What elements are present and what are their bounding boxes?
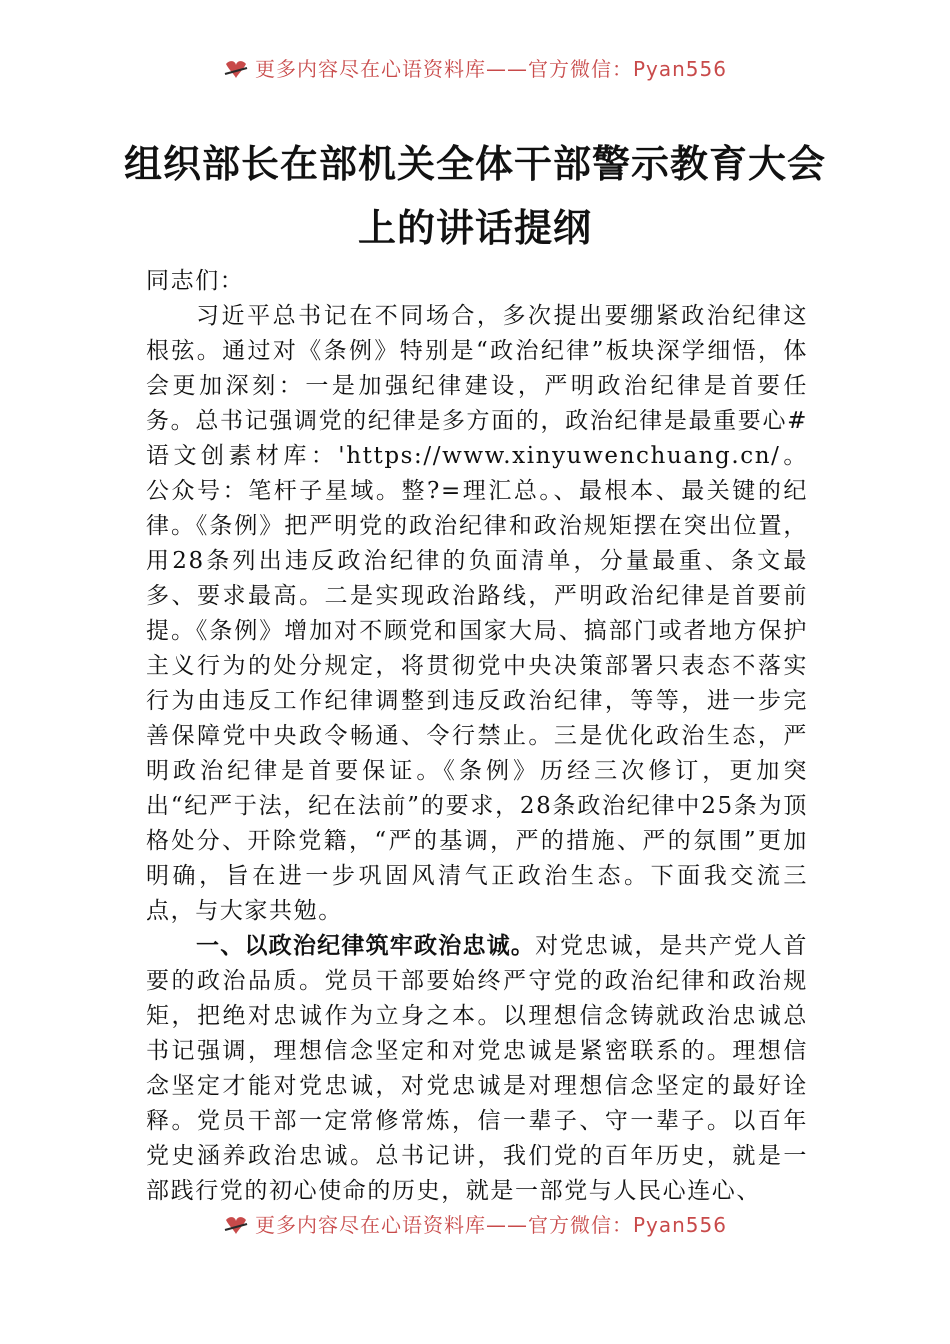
watermark-footer [0, 1212, 950, 1238]
document-title [100, 132, 850, 260]
paragraph-section-1 [146, 929, 808, 1209]
watermark-text: 更多内容尽在心语资料库——官方微信：Pyan556 [254, 57, 727, 81]
salutation: 同志们： [146, 268, 245, 294]
document-body [146, 264, 808, 1209]
title-line-2: 上的讲话提纲 [357, 206, 592, 250]
section-1-heading: 一、以政治纪律筑牢政治忠诚。 [196, 933, 536, 959]
watermark-text: 更多内容尽在心语资料库——官方微信：Pyan556 [254, 1213, 727, 1237]
logo-icon [223, 1214, 249, 1236]
title-line-1: 组织部长在部机关全体干部警示教育大会 [123, 142, 826, 186]
logo-icon [223, 58, 249, 80]
watermark-header [0, 56, 950, 82]
section-1-text: 对党忠诚，是共产党人首要的政治品质。党员干部要始终严守党的政治纪律和政治规矩，把绝对忠诚作为立身之本。以理想信念铸就政治忠诚总书记强调，理想信念坚定和对党忠诚是紧密联系的。理想信念坚定才能对党忠诚，对党忠诚是对理想信念坚定的最好诠释。党员干部一定常修常炼，信一辈子、守一辈子。以百年党史涵养政治忠诚。总书记讲，我们党的百年历史，就是一部践行党的初心使命的历史，就是一部党与人民心连心、 [146, 933, 809, 1204]
paragraph-intro: 习近平总书记在不同场合，多次提出要绷紧政治纪律这根弦。通过对《条例》特别是“政治纪律”板块深学细悟，体会更加深刻：一是加强纪律建设，严明政治纪律是首要任务。总书记强调党的纪律是多方面的，政治纪律是最重要心#语文创素材库：'https://www.xinyuwenchuang.cn/。公众号：笔杆子星域。整?=理汇总。、最根本、最关键的纪律。《条例》把严明党的政治纪律和政治规矩摆在突出位置，用28条列出违反政治纪律的负面清单，分量最重、条文最多、要求最高。二是实现政治路线，严明政治纪律是首要前提。《条例》增加对不顾党和国家大局、搞部门或者地方保护主义行为的处分规定，将贯彻党中央决策部署只表态不落实行为由违反工作纪律调整到违反政治纪律，等等，进一步完善保障党中央政令畅通、令行禁止。三是优化政治生态，严明政治纪律是首要保证。《条例》历经三次修订，更加突出“纪严于法，纪在法前”的要求，28条政治纪律中25条为顶格处分、开除党籍，“严的基调，严的措施、严的氛围”更加明确，旨在进一步巩固风清气正政治生态。下面我交流三点，与大家共勉。 [146, 303, 808, 924]
